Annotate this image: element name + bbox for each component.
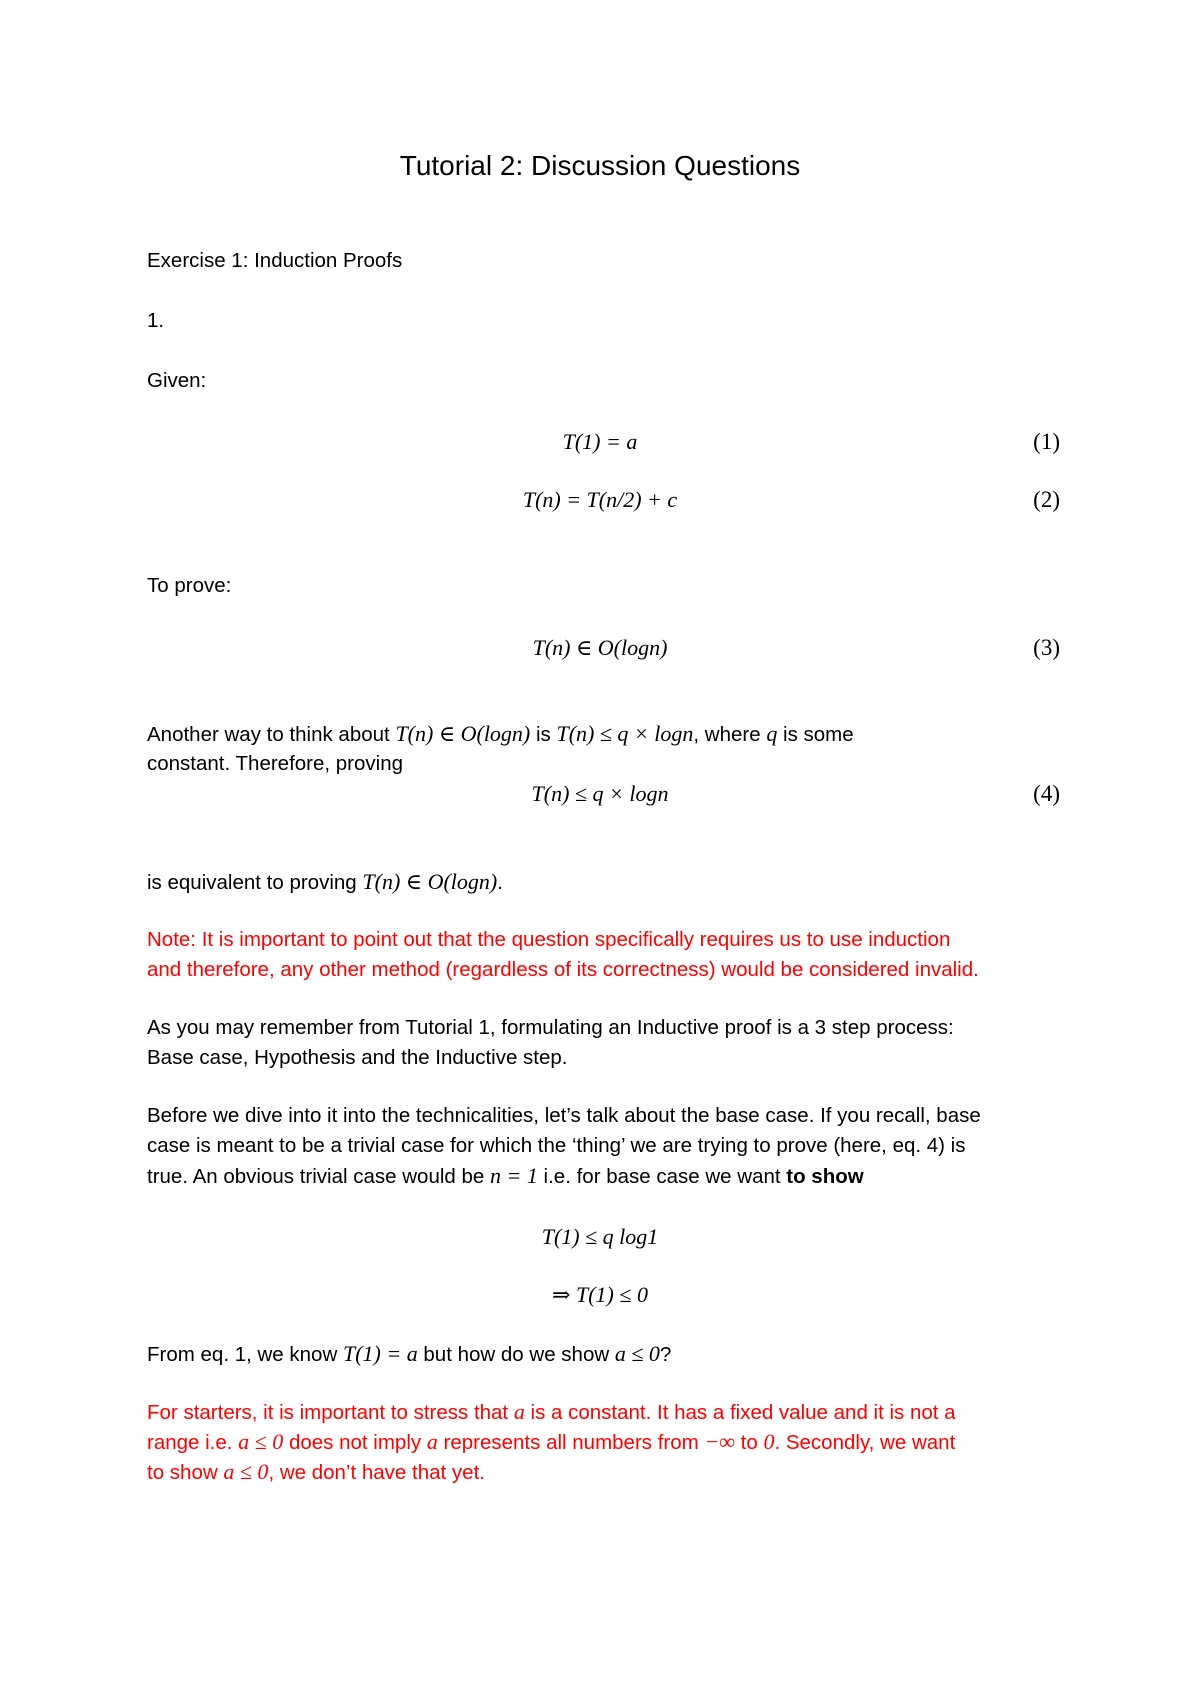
question-number: 1. bbox=[147, 309, 165, 332]
text-run: For starters, it is important to stress that bbox=[147, 1401, 514, 1424]
text-run: but how do we show bbox=[417, 1343, 615, 1366]
text-run: to show bbox=[147, 1461, 224, 1484]
exercise-heading: Exercise 1: Induction Proofs bbox=[147, 249, 403, 272]
text-run: , where bbox=[693, 723, 767, 746]
paragraph-starters-line3 bbox=[147, 1457, 485, 1488]
text-run: i.e. for base case we want bbox=[537, 1165, 787, 1188]
text-run: is a constant. It has a fixed value and it is not a bbox=[524, 1401, 956, 1424]
math-inline: −∞ bbox=[704, 1429, 735, 1454]
equation-1-number: (1) bbox=[1033, 429, 1060, 454]
equation-3-number: (3) bbox=[1033, 635, 1060, 660]
text-run: is some bbox=[777, 723, 854, 746]
text-run: , we don’t have that yet. bbox=[268, 1461, 485, 1484]
text-run: Another way to think about bbox=[147, 723, 396, 746]
page-title: Tutorial 2: Discussion Questions bbox=[399, 150, 801, 181]
paragraph-tutorial-line2: Base case, Hypothesis and the Inductive step. bbox=[147, 1046, 568, 1069]
math-inline: q bbox=[766, 721, 778, 746]
math-inline: a ≤ 0 bbox=[614, 1341, 660, 1366]
equation-2-number: (2) bbox=[1033, 487, 1060, 512]
paragraph-starters-line1 bbox=[147, 1397, 956, 1428]
text-run: is equivalent to proving bbox=[147, 871, 363, 894]
equation-1: T(1) = a bbox=[562, 429, 638, 454]
math-inline: T(1) = a bbox=[342, 1341, 418, 1366]
note-line1: Note: It is important to point out that the question specifically requires us to use induction bbox=[147, 928, 951, 951]
base-equation-1: T(1) ≤ q log1 bbox=[541, 1224, 659, 1249]
math-inline: T(n) ≤ q × logn bbox=[556, 721, 694, 746]
math-inline: a ≤ 0 bbox=[238, 1429, 284, 1454]
given-label: Given: bbox=[147, 369, 207, 392]
paragraph-tutorial-line1: As you may remember from Tutorial 1, formulating an Inductive proof is a 3 step process: bbox=[147, 1016, 954, 1039]
text-run: true. An obvious trivial case would be bbox=[147, 1165, 490, 1188]
math-inline: T(n) ∈ O(logn) bbox=[395, 721, 531, 746]
paragraph-from-eq1 bbox=[147, 1339, 671, 1370]
to-prove-label: To prove: bbox=[147, 574, 232, 597]
note-line2: and therefore, any other method (regardless of its correctness) would be considered invalid. bbox=[147, 958, 979, 981]
math-inline: a bbox=[513, 1399, 525, 1424]
math-inline: 0 bbox=[763, 1429, 775, 1454]
paragraph-base-line2: case is meant to be a trivial case for which the ‘thing’ we are trying to prove (here, eq. 4) is bbox=[147, 1134, 966, 1157]
text-run: ? bbox=[659, 1343, 672, 1366]
text-run: . Secondly, we want bbox=[774, 1431, 956, 1454]
text-run: does not imply bbox=[283, 1431, 427, 1454]
text-run: . bbox=[497, 871, 503, 894]
paragraph-base-line3 bbox=[147, 1161, 864, 1192]
base-equation-2: ⇒ T(1) ≤ 0 bbox=[552, 1282, 648, 1307]
equation-4-number: (4) bbox=[1033, 781, 1060, 806]
equation-3: T(n) ∈ O(logn) bbox=[532, 635, 668, 660]
bold-text: to show bbox=[786, 1165, 864, 1188]
paragraph-base-line1: Before we dive into it into the technicalities, let’s talk about the base case. If you recall, base bbox=[147, 1104, 981, 1127]
paragraph-equivalent bbox=[147, 867, 503, 898]
text-run: From eq. 1, we know bbox=[147, 1343, 343, 1366]
text-run: to bbox=[734, 1431, 764, 1454]
equation-2: T(n) = T(n/2) + c bbox=[522, 487, 678, 512]
text-run: range i.e. bbox=[147, 1431, 239, 1454]
text-run: is bbox=[530, 723, 557, 746]
math-inline: a ≤ 0 bbox=[223, 1459, 269, 1484]
paragraph-another-way-line1 bbox=[147, 719, 854, 750]
text-run: represents all numbers from bbox=[437, 1431, 705, 1454]
math-inline: T(n) ∈ O(logn) bbox=[362, 869, 498, 894]
paragraph-another-way-line2: constant. Therefore, proving bbox=[147, 752, 404, 775]
math-inline: a bbox=[426, 1429, 438, 1454]
equation-4: T(n) ≤ q × logn bbox=[531, 781, 669, 806]
math-inline: n = 1 bbox=[490, 1163, 538, 1188]
paragraph-starters-line2 bbox=[147, 1427, 955, 1458]
